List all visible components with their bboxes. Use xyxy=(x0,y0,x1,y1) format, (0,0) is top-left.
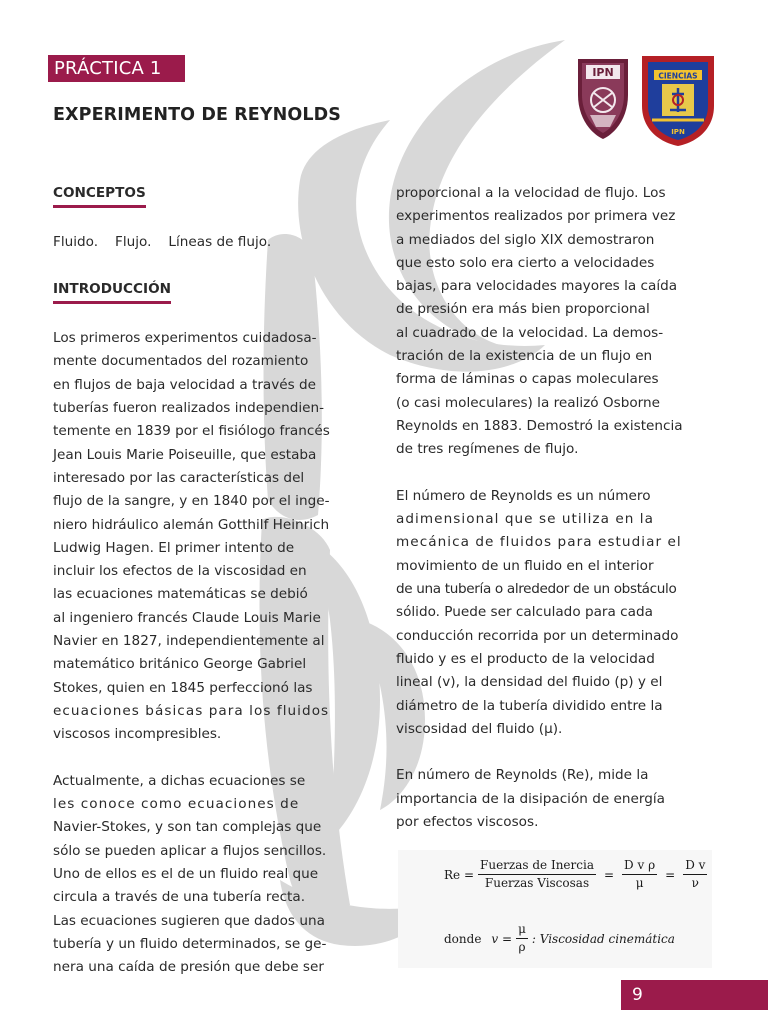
concept-item: Flujo. xyxy=(115,234,152,251)
page-number: 9 xyxy=(621,980,768,1010)
reynolds-formula xyxy=(398,850,712,968)
text-line: por efectos viscosos. xyxy=(396,814,539,831)
fraction-numerator: D v ρ xyxy=(622,858,657,875)
formula-lhs: Re = xyxy=(444,867,475,882)
text-line: Reynolds en 1883. Demostró la existencia xyxy=(396,417,683,434)
fraction-dv-nu xyxy=(683,858,707,891)
text-line: niero hidráulico alemán Gotthilf Heinrich xyxy=(53,516,330,533)
fraction-denominator: Fuerzas Viscosas xyxy=(484,876,590,890)
text-line: conducción recorrida por un determinado xyxy=(396,627,679,644)
logo-right-text: CIENCIAS xyxy=(658,71,698,81)
text-line: les conoce como ecuaciones de xyxy=(53,796,300,813)
text-line: nera una caída de presión que debe ser xyxy=(53,959,324,976)
concept-item: Fluido. xyxy=(53,234,99,251)
text-line: El número de Reynolds es un número xyxy=(396,487,651,504)
text-line: tración de la existencia de un flujo en xyxy=(396,348,653,365)
fraction-dvrho xyxy=(622,858,657,891)
fraction-denominator: μ xyxy=(635,876,644,890)
equals-sign: = xyxy=(603,867,615,882)
logo-left-text: IPN xyxy=(592,66,614,79)
fraction-numerator: Fuerzas de Inercia xyxy=(478,858,596,875)
page-title: EXPERIMENTO DE REYNOLDS xyxy=(53,105,341,125)
formula-kinematic-viscosity xyxy=(444,922,675,955)
text-line: matemático británico George Gabriel xyxy=(53,656,307,673)
text-line: de presión era más bien proporcional xyxy=(396,301,650,318)
right-column xyxy=(396,182,718,834)
logo-right-subtext: IPN xyxy=(671,128,685,136)
right-paragraph-1 xyxy=(396,182,718,462)
text-line: sólo se pueden aplicar a flujos sencillos. xyxy=(53,842,327,859)
fraction-numerator: D v xyxy=(683,858,707,875)
text-line: adimensional que se utiliza en la xyxy=(396,511,654,528)
formula-where: donde xyxy=(444,931,482,946)
intro-paragraph-1 xyxy=(53,327,368,746)
text-line: Los primeros experimentos cuidadosa- xyxy=(53,330,317,347)
text-line: que esto solo era cierto a velocidades xyxy=(396,254,655,271)
text-line: de tres regímenes de flujo. xyxy=(396,441,579,458)
right-paragraph-3 xyxy=(396,764,718,834)
text-line: de una tubería o alrededor de un obstáculo xyxy=(396,581,677,598)
text-line: ecuaciones básicas para los fluidos xyxy=(53,702,330,719)
fraction-denominator: ρ xyxy=(518,940,526,954)
text-line: experimentos realizados por primera vez xyxy=(396,208,676,225)
text-line: sólido. Puede ser calculado para cada xyxy=(396,604,653,621)
text-line: tuberías fueron realizados independien- xyxy=(53,400,324,417)
text-line: Navier en 1827, independientemente al xyxy=(53,633,325,650)
text-line: lineal (v), la densidad del fluido (p) y el xyxy=(396,674,663,691)
text-line: viscosos incompresibles. xyxy=(53,726,222,743)
concepts-list xyxy=(53,231,368,254)
formula-description: : Viscosidad cinemática xyxy=(531,931,675,946)
text-line: fluido y es el producto de la velocidad xyxy=(396,650,655,667)
intro-paragraph-2 xyxy=(53,770,368,980)
text-line: (o casi moleculares) la realizó Osborne xyxy=(396,394,660,411)
text-line: Las ecuaciones sugieren que dados una xyxy=(53,912,325,929)
text-line: proporcional a la velocidad de flujo. Los xyxy=(396,185,666,201)
fraction-mu-rho xyxy=(516,922,528,955)
text-line: Ludwig Hagen. El primer intento de xyxy=(53,539,295,556)
fraction-numerator: μ xyxy=(516,922,528,939)
practice-label: PRÁCTICA 1 xyxy=(48,55,185,82)
concepts-heading: CONCEPTOS xyxy=(53,183,146,208)
text-line: Navier-Stokes, y son tan complejas que xyxy=(53,819,322,836)
text-line: las ecuaciones matemáticas se debió xyxy=(53,586,308,603)
text-line: En número de Reynolds (Re), mide la xyxy=(396,767,649,784)
text-line: viscosidad del fluido (μ). xyxy=(396,720,563,737)
text-line: mente documentados del rozamiento xyxy=(53,353,309,370)
text-line: movimiento de un fluido en el interior xyxy=(396,557,654,574)
text-line: Stokes, quien en 1845 perfeccionó las xyxy=(53,679,313,696)
formula-nu: v = xyxy=(491,931,513,946)
equals-sign: = xyxy=(665,867,676,882)
text-line: diámetro de la tubería dividido entre la xyxy=(396,697,663,714)
text-line: importancia de la disipación de energía xyxy=(396,790,665,807)
fraction-denominator: ν xyxy=(691,876,699,890)
text-line: bajas, para velocidades mayores la caída xyxy=(396,278,678,295)
text-line: flujo de la sangre, y en 1840 por el inge- xyxy=(53,493,330,510)
intro-heading: INTRODUCCIÓN xyxy=(53,279,171,304)
fraction-forces xyxy=(478,858,596,891)
ipn-logo xyxy=(572,55,634,141)
text-line: forma de láminas o capas moleculares xyxy=(396,371,659,388)
text-line: circula a través de una tubería recta. xyxy=(53,889,306,906)
text-line: tubería y un fluido determinados, se ge- xyxy=(53,935,327,952)
text-line: en flujos de baja velocidad a través de xyxy=(53,376,317,393)
right-paragraph-2 xyxy=(396,485,718,741)
text-line: interesado por las características del xyxy=(53,469,305,486)
text-line: incluir los efectos de la viscosidad en xyxy=(53,563,307,580)
concept-item: Líneas de flujo. xyxy=(168,234,272,251)
text-line: a mediados del siglo XIX demostraron xyxy=(396,231,655,248)
left-column xyxy=(53,182,368,980)
school-logo xyxy=(638,54,718,148)
text-line: Uno de ellos es el de un fluido real que xyxy=(53,866,319,883)
text-line: Actualmente, a dichas ecuaciones se xyxy=(53,772,306,789)
text-line: al ingeniero francés Claude Louis Marie xyxy=(53,609,321,626)
formula-reynolds-number xyxy=(444,858,711,891)
text-line: Jean Louis Marie Poiseuille, que estaba xyxy=(53,446,317,463)
text-line: mecánica de fluidos para estudiar el xyxy=(396,534,682,551)
text-line: al cuadrado de la velocidad. La demos- xyxy=(396,324,664,341)
text-line: temente en 1839 por el fisiólogo francés xyxy=(53,423,330,440)
